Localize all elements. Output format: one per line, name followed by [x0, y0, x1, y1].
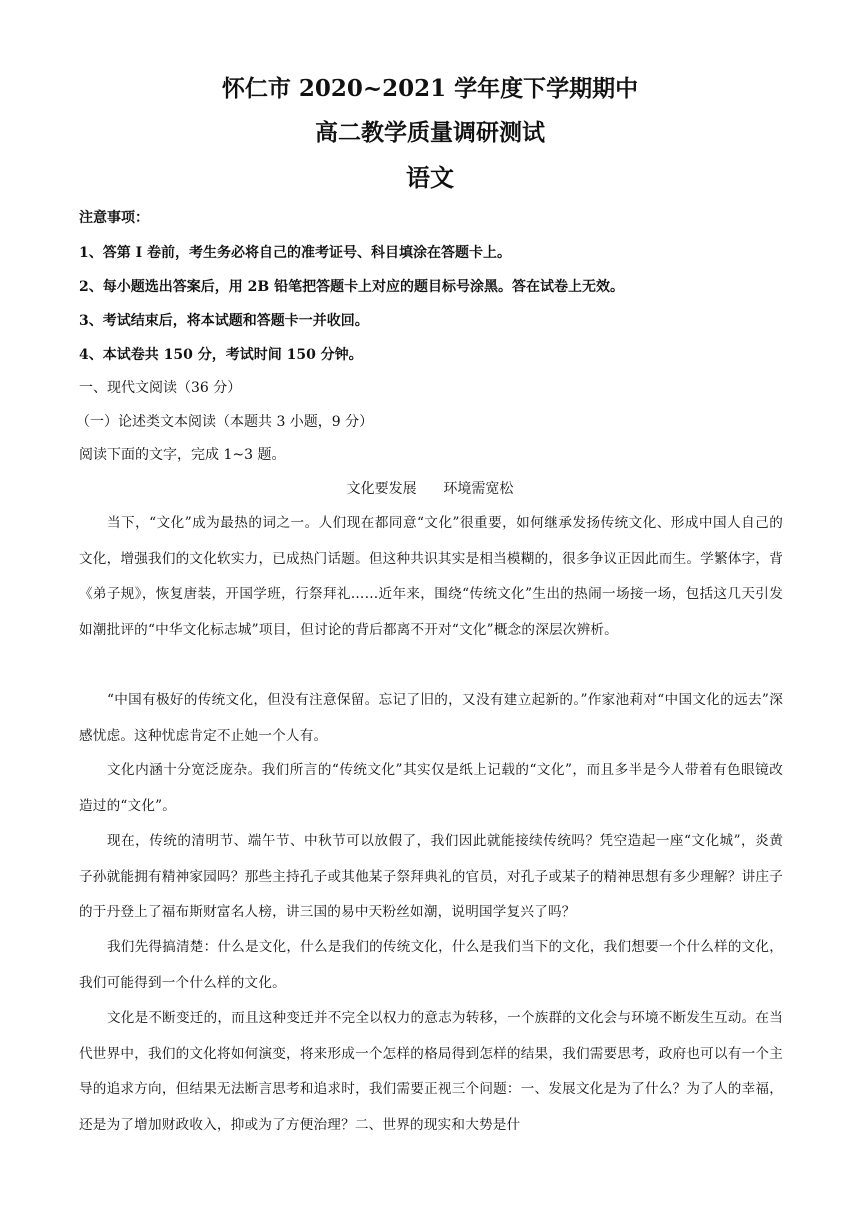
article-paragraph-2: “中国有极好的传统文化，但没有注意保留。忘记了旧的，又没有建立起新的。”作家池莉对“中国文化的远去”深感忧虑。这种忧虑肯定不止她一个人有。 [79, 692, 783, 744]
article-paragraph-5: 我们先得搞清楚：什么是文化，什么是我们的传统文化，什么是我们当下的文化，我们想要一个什么样的文化，我们可能得到一个什么样的文化。 [79, 939, 783, 991]
article-paragraph-4: 现在，传统的清明节、端午节、中秋节可以放假了，我们因此就能接续传统吗？凭空造起一座“文化城”，炎黄子孙就能拥有精神家园吗？那些主持孔子或其他某子祭拜典礼的官员，对孔子或某子的精神思想有多少理解？讲庄子的于丹登上了福布斯财富名人榜，讲三国的易中天粉丝如潮，说明国学复兴了吗？ [79, 833, 783, 920]
exam-subtitle: 高二教学质量调研测试 [315, 119, 545, 146]
notice-heading: 注意事项： [79, 210, 149, 226]
subject-title: 语文 [406, 163, 454, 192]
article-paragraph-3: 文化内涵十分宽泛庞杂。我们所言的“传统文化”其实仅是纸上记载的“文化”，而且多半是今人带着有色眼镜改造过的“文化”。 [79, 762, 783, 814]
notice-item-2: 2、每小题选出答案后，用 2B 铅笔把答题卡上对应的题目标号涂黑。答在试卷上无效。 [79, 279, 625, 295]
exam-title: 怀仁市 2020~2021 学年度下学期期中 [221, 75, 639, 102]
article-paragraph-1: 当下，“文化”成为最热的词之一。人们现在都同意“文化”很重要，如何继承发扬传统文化、形成中国人自己的文化，增强我们的文化软实力，已成热门话题。但这种共识其实是相当模糊的，很多争议正因此而生。学繁体字，背《弟子规》，恢复唐装，开国学班，行祭拜礼……近年来，围绕“传统文化”生出的热闹一场接一场，包括这几天引发如潮批评的“中华文化标志城”项目，但讨论的背后都离不开对“文化”概念的深层次辨析。 [79, 515, 783, 638]
reading-instruction: 阅读下面的文字，完成 1~3 题。 [79, 447, 286, 463]
section-heading: 一、现代文阅读（36 分） [79, 380, 242, 396]
article-paragraph-6: 文化是不断变迁的，而且这种变迁并不完全以权力的意志为转移，一个族群的文化会与环境不断发生互动。在当代世界中，我们的文化将如何演变，将来形成一个怎样的格局得到怎样的结果，我们需要思考，政府也可以有一个主导的追求方向，但结果无法断言思考和追求时，我们需要正视三个问题：一、发展文化是为了什么？为了人的幸福，还是为了增加财政收入，抑或为了方便治理？二、世界的现实和大势是什 [79, 1010, 783, 1133]
subsection-heading: （一）论述类文本阅读（本题共 3 小题，9 分） [76, 414, 374, 430]
notice-item-4: 4、本试卷共 150 分，考试时间 150 分钟。 [79, 347, 363, 363]
notice-item-3: 3、考试结束后，将本试题和答题卡一并收回。 [79, 313, 369, 329]
article-title: 文化要发展 环境需宽松 [346, 481, 514, 497]
notice-item-1: 1、答第 I 卷前，考生务必将自己的准考证号、科目填涂在答题卡上。 [79, 245, 512, 261]
